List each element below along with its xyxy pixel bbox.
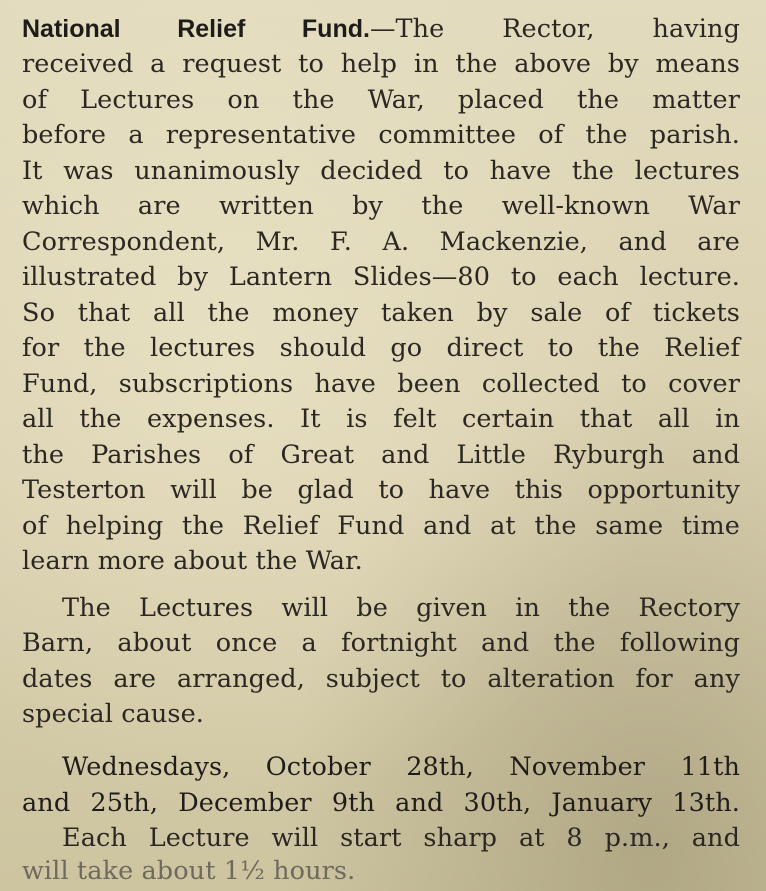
article-line: of Lectures on the War, placed the matter [22,85,740,115]
article-line: Barn, about once a fortnight and the following [22,628,740,658]
article-line: So that all the money taken by sale of tickets [22,298,740,328]
article-line: for the lectures should go direct to the Relief [22,333,740,363]
article-line: will take about 1½ hours. [22,856,356,886]
article-line: and 25th, December 9th and 30th, January 13th. [22,788,740,818]
article-line: Testerton will be glad to have this opportunity [22,475,740,505]
article-line: dates are arranged, subject to alteration for any [22,664,740,694]
article-line: It was unanimously decided to have the lectures [22,156,740,186]
article-heading: National Relief Fund. [22,15,370,43]
article-line: received a request to help in the above by means [22,49,740,79]
article-line: Wednesdays, October 28th, November 11th [62,752,740,782]
article-line: The Lectures will be given in the Rectory [62,593,740,623]
article-line: illustrated by Lantern Slides—80 to each lecture. [22,262,740,292]
article-line: which are written by the well-known War [22,191,740,221]
article-line: Fund, subscriptions have been collected to cover [22,369,740,399]
article-line: learn more about the War. [22,546,363,576]
article-line: of helping the Relief Fund and at the same time [22,511,740,541]
article-line: all the expenses. It is felt certain that all in [22,404,740,434]
article-line: the Parishes of Great and Little Ryburgh and [22,440,740,470]
article-line-1 [22,12,740,46]
article-line: Each Lecture will start sharp at 8 p.m., and [62,823,740,853]
article-line: before a representative committee of the parish. [22,120,740,150]
article-text: —The Rector, having [369,14,741,44]
article-line: Correspondent, Mr. F. A. Mackenzie, and are [22,227,740,257]
article-line: special cause. [22,699,204,729]
